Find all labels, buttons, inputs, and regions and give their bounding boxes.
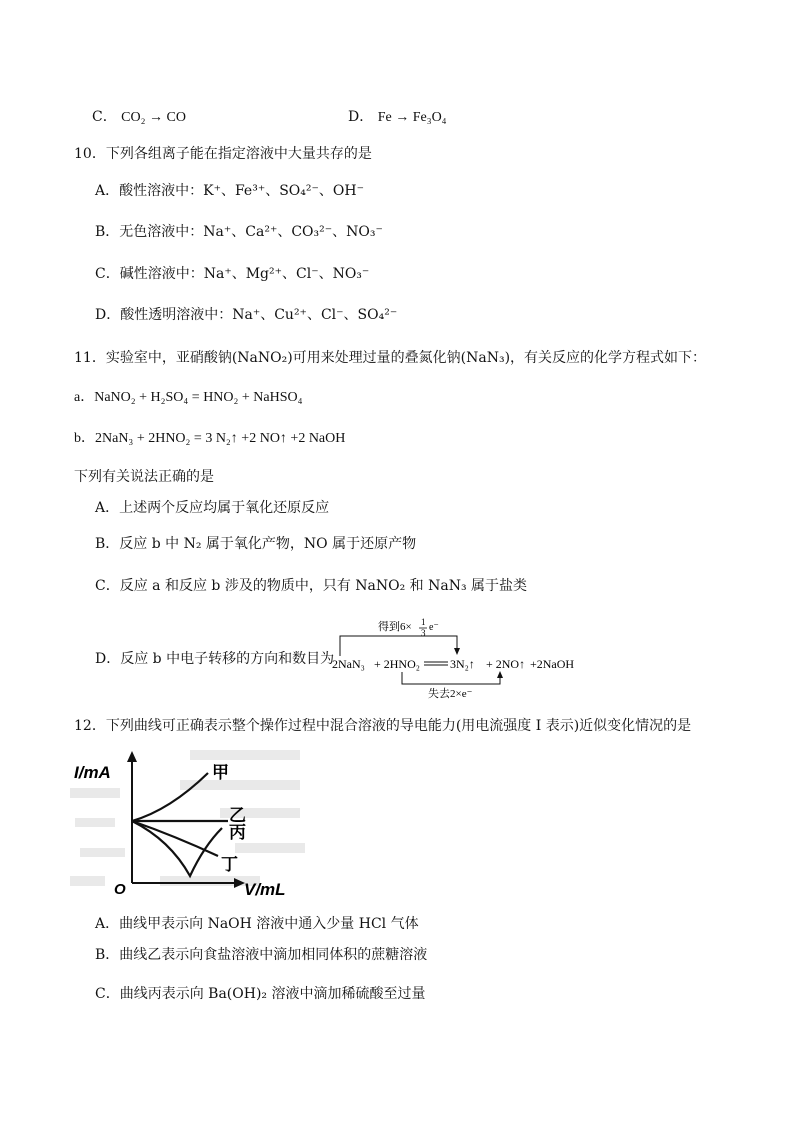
q11-option-b bbox=[95, 535, 416, 553]
q11-option-d-label: D． bbox=[95, 651, 121, 667]
q10-option-a bbox=[95, 182, 364, 200]
curve-bing bbox=[132, 821, 222, 876]
curve-label-bing: 丙 bbox=[229, 823, 246, 842]
q9-option-c-label: C． bbox=[92, 109, 117, 125]
q11-option-d bbox=[95, 650, 334, 668]
q12-option-a-label: A． bbox=[95, 916, 120, 932]
eq-part-6: +2NaOH bbox=[530, 657, 575, 671]
q10-option-d bbox=[95, 306, 397, 324]
eq-part-1: 2NaN₃ bbox=[332, 657, 365, 671]
q9-option-c bbox=[92, 108, 186, 127]
q10-option-a-text: 酸性溶液中：K⁺、Fe³⁺、SO₄²⁻、OH⁻ bbox=[119, 183, 364, 199]
q11-option-d-text: 反应 b 中电子转移的方向和数目为 bbox=[120, 651, 335, 667]
conductivity-graph bbox=[70, 748, 310, 900]
q12-stem: 12．下列曲线可正确表示整个操作过程中混合溶液的导电能力(用电流强度 I 表示)近似变化情况的是 bbox=[74, 718, 692, 734]
q12-option-b-text: 曲线乙表示向食盐溶液中滴加相同体积的蔗糖溶液 bbox=[119, 947, 428, 963]
q10-option-b-text: 无色溶液中：Na⁺、Ca²⁺、CO₃²⁻、NO₃⁻ bbox=[119, 224, 383, 240]
gain-arrowhead bbox=[454, 648, 460, 655]
q12-option-b bbox=[95, 946, 427, 964]
origin-label: O bbox=[114, 881, 126, 898]
q11-option-a bbox=[95, 499, 329, 517]
q11-option-a-text: 上述两个反应均属于氧化还原反应 bbox=[119, 500, 330, 516]
gain-label: 得到6× bbox=[378, 621, 412, 633]
q10-option-a-label: A． bbox=[95, 183, 120, 199]
q11-option-b-text: 反应 b 中 N₂ 属于氧化产物，NO 属于还原产物 bbox=[119, 536, 417, 552]
loss-arrowhead bbox=[497, 671, 503, 678]
gain-bracket bbox=[340, 636, 457, 656]
q11-stem: 11．实验室中，亚硝酸钠(NaNO₂)可用来处理过量的叠氮化钠(NaN₃)，有关反应的化学方程式如下： bbox=[74, 350, 707, 366]
gain-frac-num: 1 bbox=[421, 618, 426, 627]
q12-option-c bbox=[95, 985, 425, 1003]
curve-ding bbox=[132, 821, 218, 856]
q10-option-c-text: 碱性溶液中：Na⁺、Mg²⁺、Cl⁻、NO₃⁻ bbox=[119, 266, 370, 282]
q11-option-a-label: A． bbox=[95, 500, 120, 516]
q12-option-a-text: 曲线甲表示向 NaOH 溶液中通入少量 HCl 气体 bbox=[119, 916, 419, 932]
y-axis-arrow bbox=[127, 751, 137, 762]
curve-label-yi: 乙 bbox=[229, 806, 246, 825]
q9-option-d bbox=[348, 108, 447, 127]
curve-label-jia: 甲 bbox=[212, 763, 229, 782]
q11-option-b-label: B． bbox=[95, 536, 120, 552]
q10-option-c-label: C． bbox=[95, 266, 120, 282]
loss-bracket bbox=[402, 672, 500, 684]
x-axis-label: V/mL bbox=[244, 880, 286, 899]
q12-option-a bbox=[95, 915, 419, 933]
electron-transfer-diagram bbox=[330, 618, 600, 700]
q11-option-c-text: 反应 a 和反应 b 涉及的物质中，只有 NaNO₂ 和 NaN₃ 属于盐类 bbox=[119, 578, 528, 594]
eq-part-5: + 2NO↑ bbox=[486, 657, 526, 671]
eq-part-4: 3N₂↑ bbox=[450, 657, 475, 671]
eq-part-2: + 2HNO₂ bbox=[374, 657, 420, 671]
q10-option-b bbox=[95, 223, 383, 241]
q10-option-c bbox=[95, 265, 369, 283]
gain-unit: e⁻ bbox=[429, 622, 439, 633]
q11-prompt: 下列有关说法正确的是 bbox=[74, 469, 214, 485]
gain-frac-den: 3 bbox=[421, 628, 426, 638]
q11-equation-b: b．2NaN₃ + 2HNO₂ = 3 N₂↑ +2 NO↑ +2 NaOH bbox=[74, 431, 346, 446]
q9-option-d-label: D． bbox=[348, 109, 374, 125]
q12-option-c-text: 曲线丙表示向 Ba(OH)₂ 溶液中滴加稀硫酸至过量 bbox=[119, 986, 426, 1002]
loss-label: 失去2×e⁻ bbox=[428, 688, 473, 700]
q12-option-b-label: B． bbox=[95, 947, 120, 963]
q11-option-c bbox=[95, 577, 527, 595]
q10-option-d-label: D． bbox=[95, 307, 121, 323]
y-axis-label: I/mA bbox=[74, 763, 111, 782]
q10-stem: 10．下列各组离子能在指定溶液中大量共存的是 bbox=[74, 146, 372, 162]
q9-option-c-formula: CO₂ → CO bbox=[121, 110, 186, 125]
q10-option-b-label: B． bbox=[95, 224, 120, 240]
q9-option-d-formula: Fe → Fe₃O₄ bbox=[377, 110, 447, 125]
curve-label-ding: 丁 bbox=[221, 855, 238, 874]
q11-equation-a: a．NaNO₂ + H₂SO₄ = HNO₂ + NaHSO₄ bbox=[74, 390, 303, 405]
q10-option-d-text: 酸性透明溶液中：Na⁺、Cu²⁺、Cl⁻、SO₄²⁻ bbox=[120, 307, 398, 323]
q12-option-c-label: C． bbox=[95, 986, 120, 1002]
q11-option-c-label: C． bbox=[95, 578, 120, 594]
